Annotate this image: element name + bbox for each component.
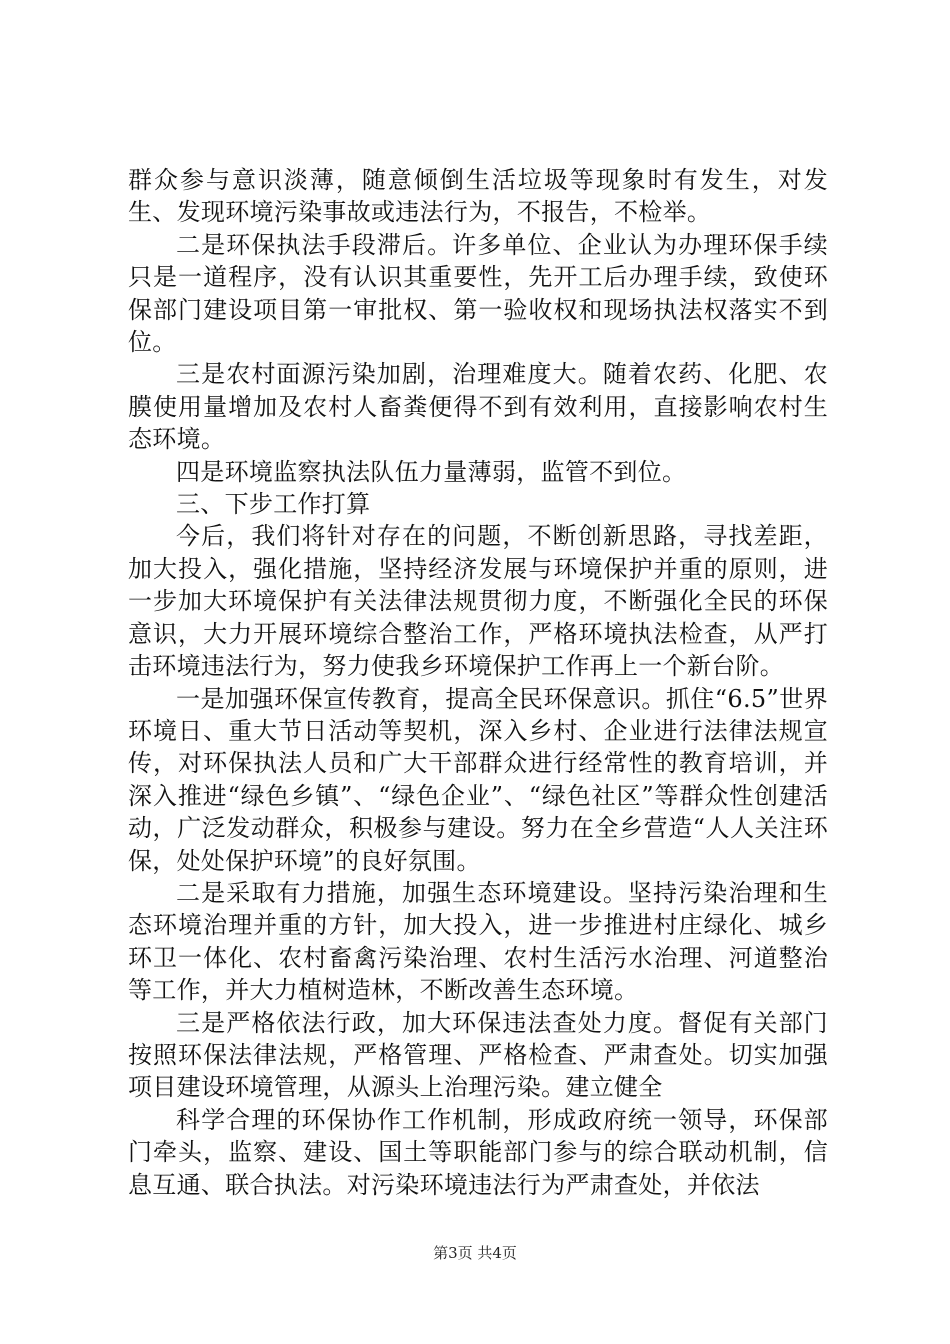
paragraph-2: 二是环保执法手段滞后。许多单位、企业认为办理环保手续只是一道程序，没有认识其重要性，先开工后办理手续，致使环保部门建设项目第一审批权、第一验收权和现场执法权落实不到位。 <box>128 230 828 357</box>
paragraph-3: 三是农村面源污染加剧，治理难度大。随着农药、化肥、农膜使用量增加及农村人畜粪便得不到有效利用，直接影响农村生态环境。 <box>128 360 828 454</box>
page-footer: 第3页 共4页 <box>433 1244 517 1262</box>
document-body <box>128 164 828 1201</box>
paragraph-10: 科学合理的环保协作工作机制，形成政府统一领导，环保部门牵头，监察、建设、国土等职能部门参与的综合联动机制，信息互通、联合执法。对污染环境违法行为严肃查处，并依法 <box>128 1105 828 1199</box>
paragraph-4: 四是环境监察执法队伍力量薄弱，监管不到位。 <box>176 457 687 486</box>
paragraph-1: 群众参与意识淡薄，随意倾倒生活垃圾等现象时有发生，对发生、发现环境污染事故或违法行为，不报告，不检举。 <box>128 166 828 227</box>
paragraph-8: 二是采取有力措施，加强生态环境建设。坚持污染治理和生态环境治理并重的方针，加大投入，进一步推进村庄绿化、城乡环卫一体化、农村畜禽污染治理、农村生活污水治理、河道整治等工作，并大力植树造林，不断改善生态环境。 <box>128 878 828 1005</box>
paragraph-9: 三是严格依法行政，加大环保违法查处力度。督促有关部门按照环保法律法规，严格管理、严格检查、严肃查处。切实加强项目建设环境管理，从源头上治理污染。建立健全 <box>128 1008 828 1102</box>
paragraph-7: 一是加强环保宣传教育，提高全民环保意识。抓住“6.5”世界环境日、重大节日活动等契机，深入乡村、企业进行法律法规宣传，对环保执法人员和广大干部群众进行经常性的教育培训，并深入推进“绿色乡镇”、“绿色企业”、“绿色社区”等群众性创建活动，广泛发动群众，积极参与建设。努力在全乡营造“人人关注环保，处处保护环境”的良好氛围。 <box>128 684 828 875</box>
section-heading: 三、下步工作打算 <box>176 490 371 519</box>
paragraph-6: 今后，我们将针对存在的问题，不断创新思路，寻找差距，加大投入，强化措施，坚持经济发展与环境保护并重的原则，进一步加大环境保护有关法律法规贯彻力度，不断强化全民的环保意识，大力开展环境综合整治工作，严格环境执法检查，从严打击环境违法行为，努力使我乡环境保护工作再上一个新台阶。 <box>128 522 828 681</box>
